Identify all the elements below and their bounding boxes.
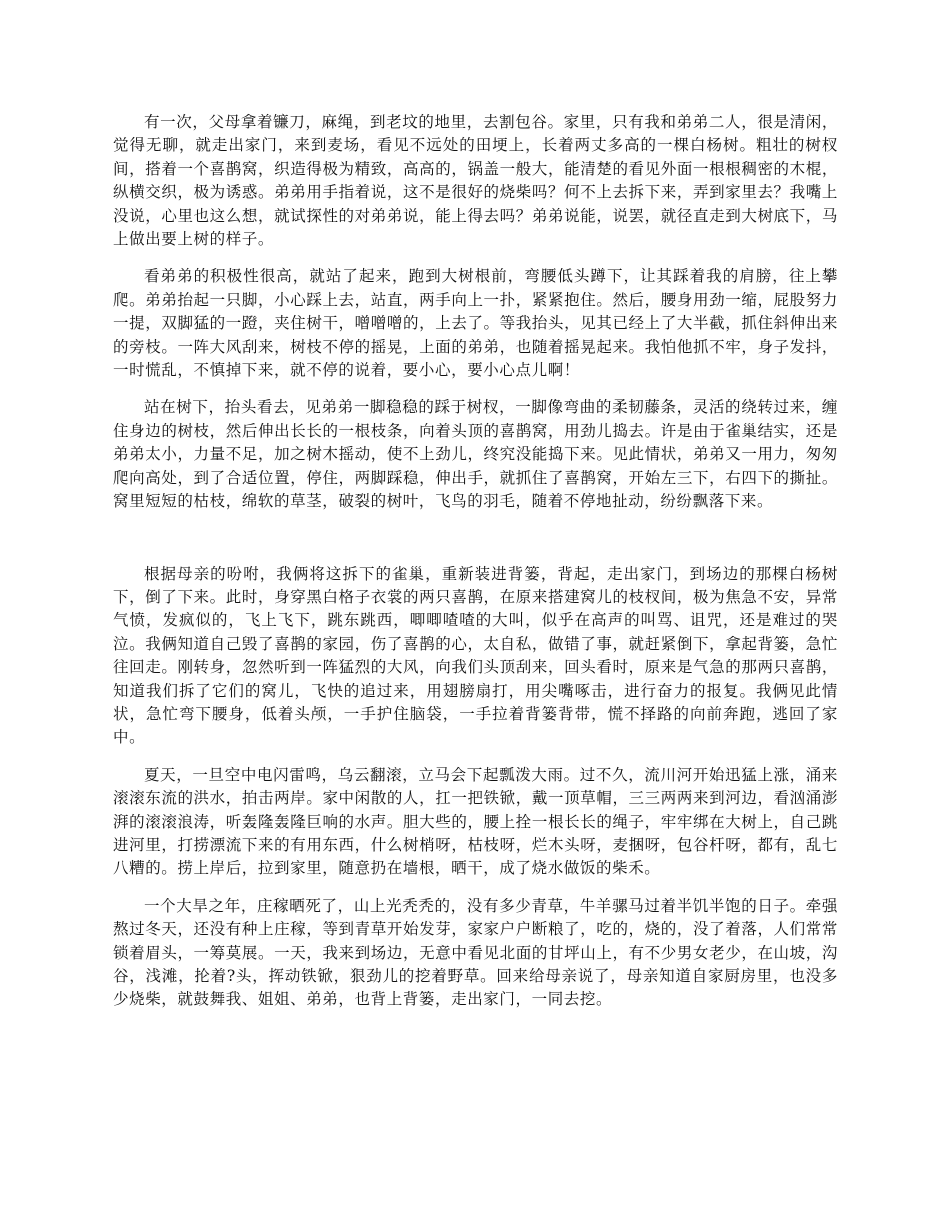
paragraph-1: 有一次，父母拿着镰刀，麻绳，到老坟的地里，去割包谷。家里，只有我和弟弟二人，很是清闲，觉得无聊，就走出家门，来到麦场，看见不远处的田埂上，长着两丈多高的一棵白杨树。粗壮的树杈间，搭着一个喜鹊窝，织造得极为精致，高高的，锅盖一般大，能清楚的看见外面一根根稠密的木棍，纵横交织，极为诱惑。弟弟用手指着说，这不是很好的烧柴吗？何不上去拆下来，弄到家里去？我嘴上没说，心里也这么想，就试探性的对弟弟说，能上得去吗？弟弟说能，说罢，就径直走到大树底下，马上做出要上树的样子。 xyxy=(113,113,838,249)
paragraph-5: 夏天，一旦空中电闪雷鸣，乌云翻滚，立马会下起瓢泼大雨。过不久，流川河开始迅猛上涨，涌来滚滚东流的洪水，拍击两岸。家中闲散的人，扛一把铁锨，戴一顶草帽，三三两两来到河边，看汹涌澎湃的滚滚浪涛，听轰隆轰隆巨响的水声。胆大些的，腰上拴一根长长的绳子，牢牢绑在大树上，自己跳进河里，打捞漂流下来的有用东西，什么树梢呀，枯枝呀，烂木头呀，麦捆呀，包谷杆呀，都有，乱七八糟的。捞上岸后，拉到家里，随意扔在墙根，晒干，成了烧水做饭的柴禾。 xyxy=(113,765,838,878)
section-break xyxy=(113,514,838,563)
document-page xyxy=(113,111,838,1012)
paragraph-3: 站在树下，抬头看去，见弟弟一脚稳稳的踩于树杈，一脚像弯曲的柔韧藤条，灵活的绕转过来，缠住身边的树枝，然后伸出长长的一根枝条，向着头顶的喜鹊窝，用劲儿捣去。许是由于雀巢结实，还是弟弟太小，力量不足，加之树木摇动，使不上劲儿，终究没能捣下来。见此情状，弟弟又一用力，匆匆爬向高处，到了合适位置，停住，两脚踩稳，伸出手，就抓住了喜鹊窝，开始左三下，右四下的撕扯。窝里短短的枯枝，绵软的草茎，破裂的树叶，飞鸟的羽毛，随着不停地扯动，纷纷飘落下来。 xyxy=(113,398,838,511)
paragraph-4: 根据母亲的吩咐，我俩将这拆下的雀巢，重新装进背篓，背起，走出家门，到场边的那棵白杨树下，倒了下来。此时，身穿黑白格子衣裳的两只喜鹊，在原来搭建窝儿的枝杈间，极为焦急不安，异常气愤，发疯似的，飞上飞下，跳东跳西，唧唧喳喳的大叫，似乎在高声的叫骂、诅咒，还是难过的哭泣。我俩知道自己毁了喜鹊的家园，伤了喜鹊的心，太自私，做错了事，就赶紧倒下，拿起背篓，急忙往回走。刚转身，忽然听到一阵猛烈的大风，向我们头顶刮来，回头看时，原来是气急的那两只喜鹊，知道我们拆了它们的窝儿，飞快的追过来，用翅膀扇打，用尖嘴啄击，进行奋力的报复。我俩见此情状，急忙弯下腰身，低着头颅，一手护住脑袋，一手拉着背篓背带，慌不择路的向前奔跑，逃回了家中。 xyxy=(113,564,838,747)
paragraph-2: 看弟弟的积极性很高，就站了起来，跑到大树根前，弯腰低头蹲下，让其踩着我的肩膀，往上攀爬。弟弟抬起一只脚，小心踩上去，站直，两手向上一扑，紧紧抱住。然后，腰身用劲一缩，屁股努力一提，双脚猛的一蹬，夹住树干，噌噌噌的，上去了。等我抬头，见其已经上了大半截，抓住斜伸出来的旁枝。一阵大风刮来，树枝不停的摇晃，上面的弟弟，也随着摇晃起来。我怕他抓不牢，身子发抖，一时慌乱，不慎掉下来，就不停的说着，要小心，要小心点儿啊！ xyxy=(113,267,838,380)
paragraph-spacer xyxy=(113,251,838,265)
paragraph-6: 一个大旱之年，庄稼晒死了，山上光秃秃的，没有多少青草，牛羊骡马过着半饥半饱的日子。牵强熬过冬天，还没有种上庄稼，等到青草开始发芽，家家户户断粮了，吃的，烧的，没了着落，人们常常锁着眉头，一筹莫展。一天，我来到场边，无意中看见北面的甘坪山上，有不少男女老少，在山坡，沟谷，浅滩，抡着?头，挥动铁锨，狠劲儿的挖着野草。回来给母亲说了，母亲知道自家厨房里，也没多少烧柴，就鼓舞我、姐姐、弟弟，也背上背篓，走出家门，一同去挖。 xyxy=(113,896,838,1009)
paragraph-spacer xyxy=(113,750,838,764)
paragraph-spacer xyxy=(113,881,838,895)
paragraph-spacer xyxy=(113,382,838,396)
